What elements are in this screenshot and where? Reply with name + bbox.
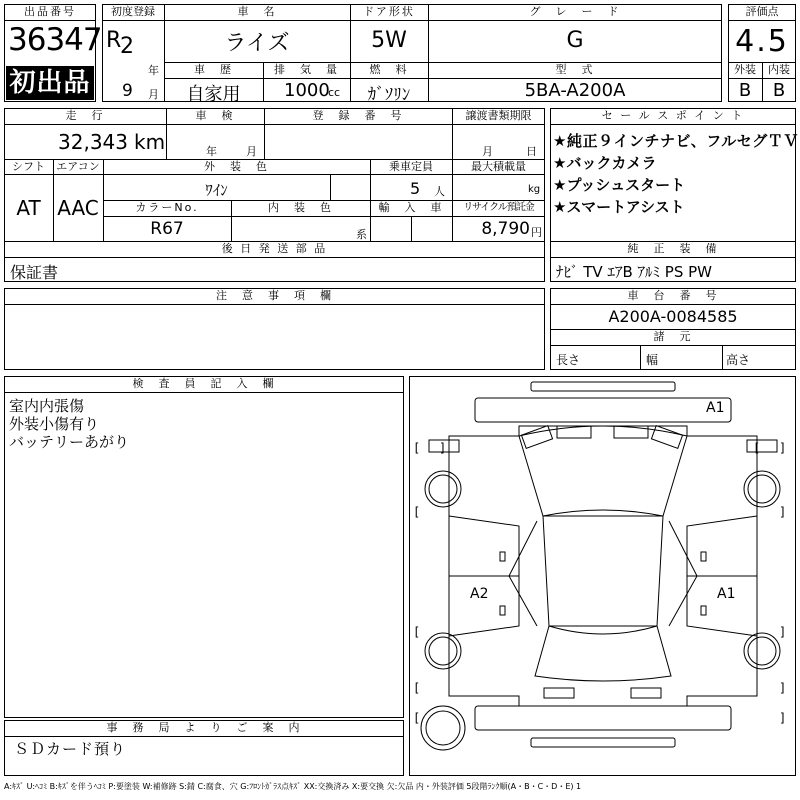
interior-label: 内 装 色 — [268, 201, 333, 214]
capacity-label: 乗車定員 — [389, 160, 433, 173]
chassis-label: 車 台 番 号 — [627, 289, 719, 302]
ext-label: 外装 — [734, 63, 756, 76]
mileage-unit: km — [134, 130, 166, 154]
damage-mark-front-right: A1 — [706, 400, 725, 416]
air-con: AAC — [57, 196, 99, 220]
damage-mark-left-door: A2 — [470, 586, 489, 602]
month-unit: 月 — [148, 88, 159, 101]
legend-footer: A:ｷｽﾞ U:ﾍｺﾐ B:ｷｽﾞを伴うﾍｺﾐ P:要塗装 W:補修跡 S:錆 C:腐食、穴 G:ﾌﾛﾝﾄｶﾞﾗｽ点ｷｽﾞ XX:交換済み X:要交換 欠:欠品 内・外装評価 5段階ﾗﾝｸ順(A・B・C・D・E) 1 — [4, 782, 582, 791]
svg-text:]: ] — [779, 441, 787, 455]
colorno-label: カラーNo. — [135, 201, 199, 214]
color-number: R67 — [150, 219, 184, 239]
car-damage-diagram — [409, 376, 796, 776]
recycle-label: リサイクル預託金 — [463, 202, 534, 213]
svg-text:[: [ — [413, 625, 421, 639]
interior-unit: 系 — [356, 228, 367, 241]
damage-mark-right-door: A1 — [717, 586, 736, 602]
car-name-label: 車 名 — [237, 5, 277, 18]
wheel-front-left-icon — [425, 471, 461, 507]
inspector-line-1: 室内内張傷 — [9, 397, 85, 415]
wheel-rear-right-icon — [744, 633, 780, 669]
later-parts: 保証書 — [10, 263, 59, 282]
int-label: 内装 — [768, 63, 790, 76]
first-listing-badge: 初出品 — [6, 66, 94, 100]
sales-point-3: ★プッシュスタート — [553, 176, 686, 194]
sales-point-1: ★純正９インチナビ、フルセグＴＶ — [553, 132, 799, 150]
color-label: 外 装 色 — [204, 160, 269, 173]
inspector-label: 検 査 員 記 入 欄 — [132, 377, 276, 390]
fuel: ｶﾞｿﾘﾝ — [367, 85, 411, 105]
height-label: 高さ — [726, 353, 751, 367]
svg-text:[: [ — [413, 441, 421, 455]
disp-unit: cc — [328, 86, 341, 99]
grade: G — [566, 28, 584, 53]
sales-label: セ ー ル ス ポ イ ン ト — [601, 109, 745, 122]
sales-point-4: ★スマートアシスト — [553, 198, 685, 216]
exterior-color: ﾜｲﾝ — [205, 181, 228, 199]
int-grade: B — [772, 80, 786, 101]
score: 4.5 — [735, 24, 789, 59]
year-unit: 年 — [148, 64, 159, 77]
import-label: 輸 入 車 — [378, 201, 444, 214]
notes-label: 注 意 事 項 欄 — [216, 289, 333, 302]
chassis-number: A200A-0084585 — [608, 307, 738, 326]
maxload-label: 最大積載量 — [471, 160, 526, 173]
ac-label: エアコン — [56, 160, 100, 173]
office-note: ＳＤカード預り — [14, 740, 127, 758]
reg-month: 9 — [122, 81, 133, 101]
disp-label: 排 気 量 — [274, 63, 339, 76]
svg-text:]: ] — [779, 505, 787, 519]
svg-text:]: ] — [779, 625, 787, 639]
shift-label: シフト — [12, 160, 45, 173]
inspection-label: 車 検 — [195, 109, 235, 122]
maxload-unit: kg — [528, 184, 541, 195]
width-label: 幅 — [646, 353, 659, 367]
ext-grade: B — [738, 80, 752, 101]
transfer-day-unit: 日 — [526, 145, 537, 158]
svg-text:]: ] — [439, 441, 447, 455]
inspector-line-2: 外装小傷有り — [9, 415, 100, 433]
spare-wheel-icon — [421, 706, 465, 750]
inspector-line-3: バッテリーあがり — [9, 433, 130, 451]
insp-month-unit: 月 — [246, 145, 257, 158]
capacity-unit: 人 — [434, 185, 445, 198]
reg-label: 初度登録 — [111, 5, 155, 18]
lot-label: 出品番号 — [24, 5, 76, 18]
reg-year: 2 — [120, 34, 134, 59]
wheel-rear-left-icon — [425, 633, 461, 669]
svg-text:[: [ — [753, 441, 761, 455]
transfer-month-unit: 月 — [482, 145, 493, 158]
era: R — [106, 28, 122, 53]
svg-text:]: ] — [779, 681, 787, 695]
svg-text:[: [ — [413, 505, 421, 519]
mileage-label: 走 行 — [65, 109, 105, 122]
score-label: 評価点 — [745, 5, 779, 18]
fuel-label: 燃 料 — [369, 63, 409, 76]
svg-text:[: [ — [413, 711, 421, 725]
shift: AT — [16, 196, 41, 220]
transfer-label: 譲渡書類期限 — [465, 109, 532, 122]
mileage: 32,343 — [58, 130, 128, 154]
history-label: 車 歴 — [194, 63, 233, 76]
spec-label: 諸 元 — [653, 330, 693, 343]
model-label: 型 式 — [555, 63, 595, 76]
model-code: 5BA-A200A — [524, 80, 626, 101]
svg-text:[: [ — [413, 681, 421, 695]
history: 自家用 — [186, 84, 241, 105]
recycle-unit: 円 — [531, 226, 542, 239]
office-label: 事 務 局 よ り ご 案 内 — [106, 721, 302, 734]
grade-label: グ レ ー ド — [529, 5, 621, 18]
capacity: 5 — [410, 179, 421, 198]
recycle-deposit: 8,790 — [481, 219, 530, 239]
car-name: ライズ — [224, 31, 290, 56]
length-label: 長さ — [556, 353, 581, 367]
equipment: ﾅﾋﾞ TV ｴｱB ｱﾙﾐ PS PW — [556, 263, 712, 281]
equipment-label: 純 正 装 備 — [627, 242, 719, 255]
later-parts-label: 後 日 発 送 部 品 — [221, 242, 328, 255]
lot-number: 36347 — [8, 22, 102, 58]
regno-label: 登 録 番 号 — [312, 109, 404, 122]
svg-text:]: ] — [779, 711, 787, 725]
door-type: 5W — [371, 28, 407, 53]
displacement: 1000 — [284, 80, 330, 101]
door-label: ドア形状 — [363, 5, 415, 18]
sales-point-2: ★バックカメラ — [553, 154, 657, 172]
wheel-front-right-icon — [744, 471, 780, 507]
insp-year-unit: 年 — [206, 145, 217, 158]
